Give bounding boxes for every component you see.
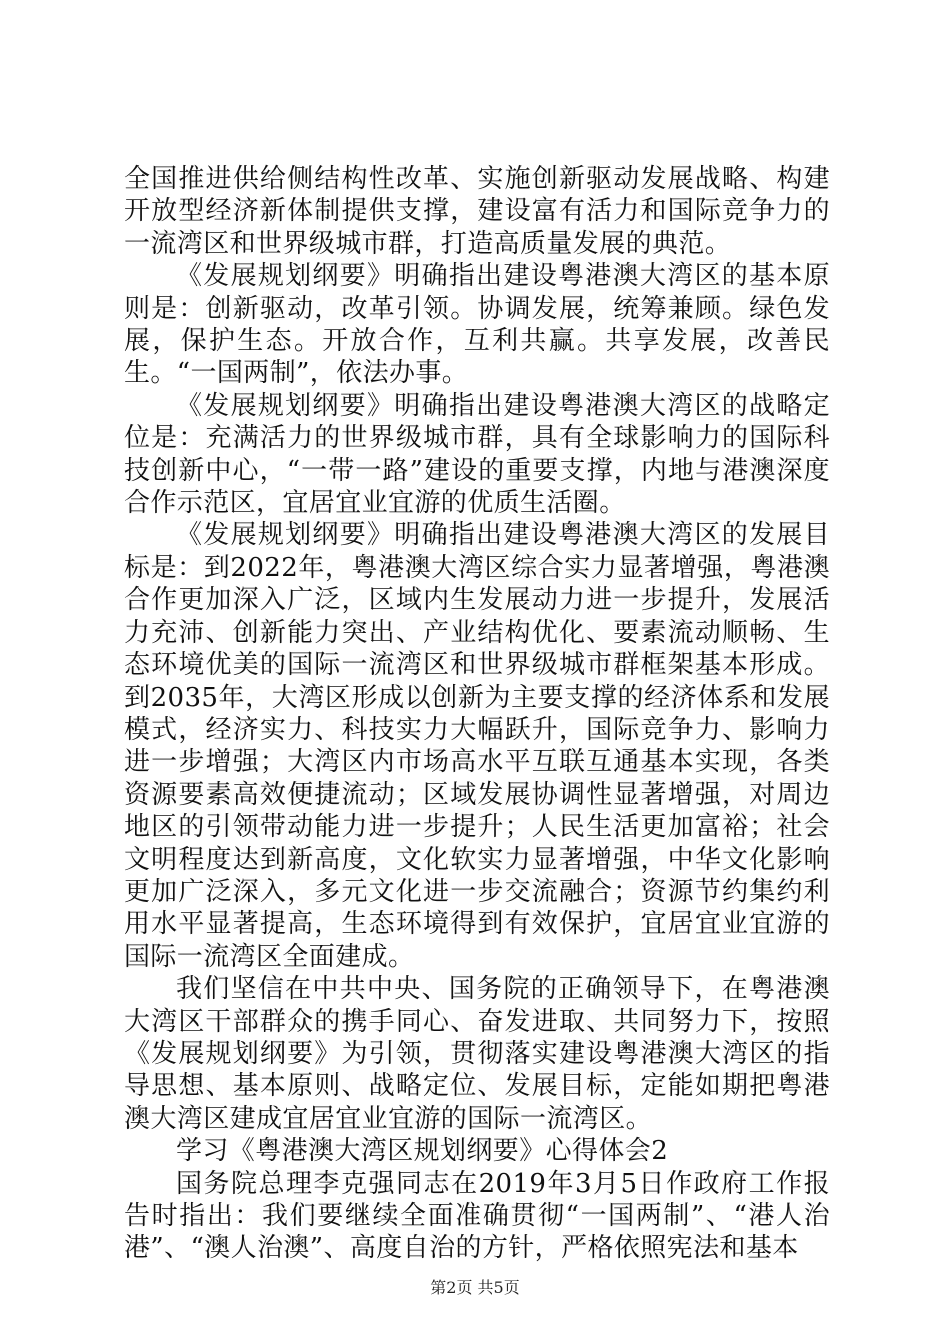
paragraph: 我们坚信在中共中央、国务院的正确领导下，在粤港澳大湾区干部群众的携手同心、奋发进取、共同努力下，按照《发展规划纲要》为引领，贯彻落实建设粤港澳大湾区的指导思想、基本原则、战略定位、发展目标，定能如期把粤港澳大湾区建成宜居宜业宜游的国际一流湾区。 [124, 974, 830, 1134]
paragraph: 全国推进供给侧结构性改革、实施创新驱动发展战略、构建开放型经济新体制提供支撑，建设富有活力和国际竞争力的一流湾区和世界级城市群，打造高质量发展的典范。 [124, 164, 830, 259]
section-heading: 学习《粤港澳大湾区规划纲要》心得体会2 [176, 1136, 669, 1167]
page-number: 第2页 共5页 [430, 1278, 520, 1297]
page-footer [0, 1275, 950, 1298]
paragraph: 《发展规划纲要》明确指出建设粤港澳大湾区的发展目标是：到2022年，粤港澳大湾区综合实力显著增强，粤港澳合作更加深入广泛，区域内生发展动力进一步提升，发展活力充沛、创新能力突出、产业结构优化、要素流动顺畅、生态环境优美的国际一流湾区和世界级城市群框架基本形成。到2035年，大湾区形成以创新为主要支撑的经济体系和发展模式，经济实力、科技实力大幅跃升，国际竞争力、影响力进一步增强；大湾区内市场高水平互联互通基本实现，各类资源要素高效便捷流动；区域发展协调性显著增强，对周边地区的引领带动能力进一步提升；人民生活更加富裕；社会文明程度达到新高度，文化软实力显著增强，中华文化影响更加广泛深入，多元文化进一步交流融合；资源节约集约利用水平显著提高，生态环境得到有效保护，宜居宜业宜游的国际一流湾区全面建成。 [124, 520, 830, 972]
paragraph: 《发展规划纲要》明确指出建设粤港澳大湾区的基本原则是：创新驱动，改革引领。协调发展，统筹兼顾。绿色发展，保护生态。开放合作，互利共赢。共享发展，改善民生。“一国两制”，依法办事。 [124, 261, 830, 389]
document-body [124, 163, 830, 1265]
paragraph: 《发展规划纲要》明确指出建设粤港澳大湾区的战略定位是：充满活力的世界级城市群，具有全球影响力的国际科技创新中心，“一带一路”建设的重要支撑，内地与港澳深度合作示范区，宜居宜业宜游的优质生活圈。 [124, 390, 830, 519]
paragraph: 国务院总理李克强同志在2019年3月5日作政府工作报告时指出：我们要继续全面准确贯彻“一国两制”、“港人治港”、“澳人治澳”、高度自治的方针，严格依照宪法和基本 [124, 1168, 830, 1264]
